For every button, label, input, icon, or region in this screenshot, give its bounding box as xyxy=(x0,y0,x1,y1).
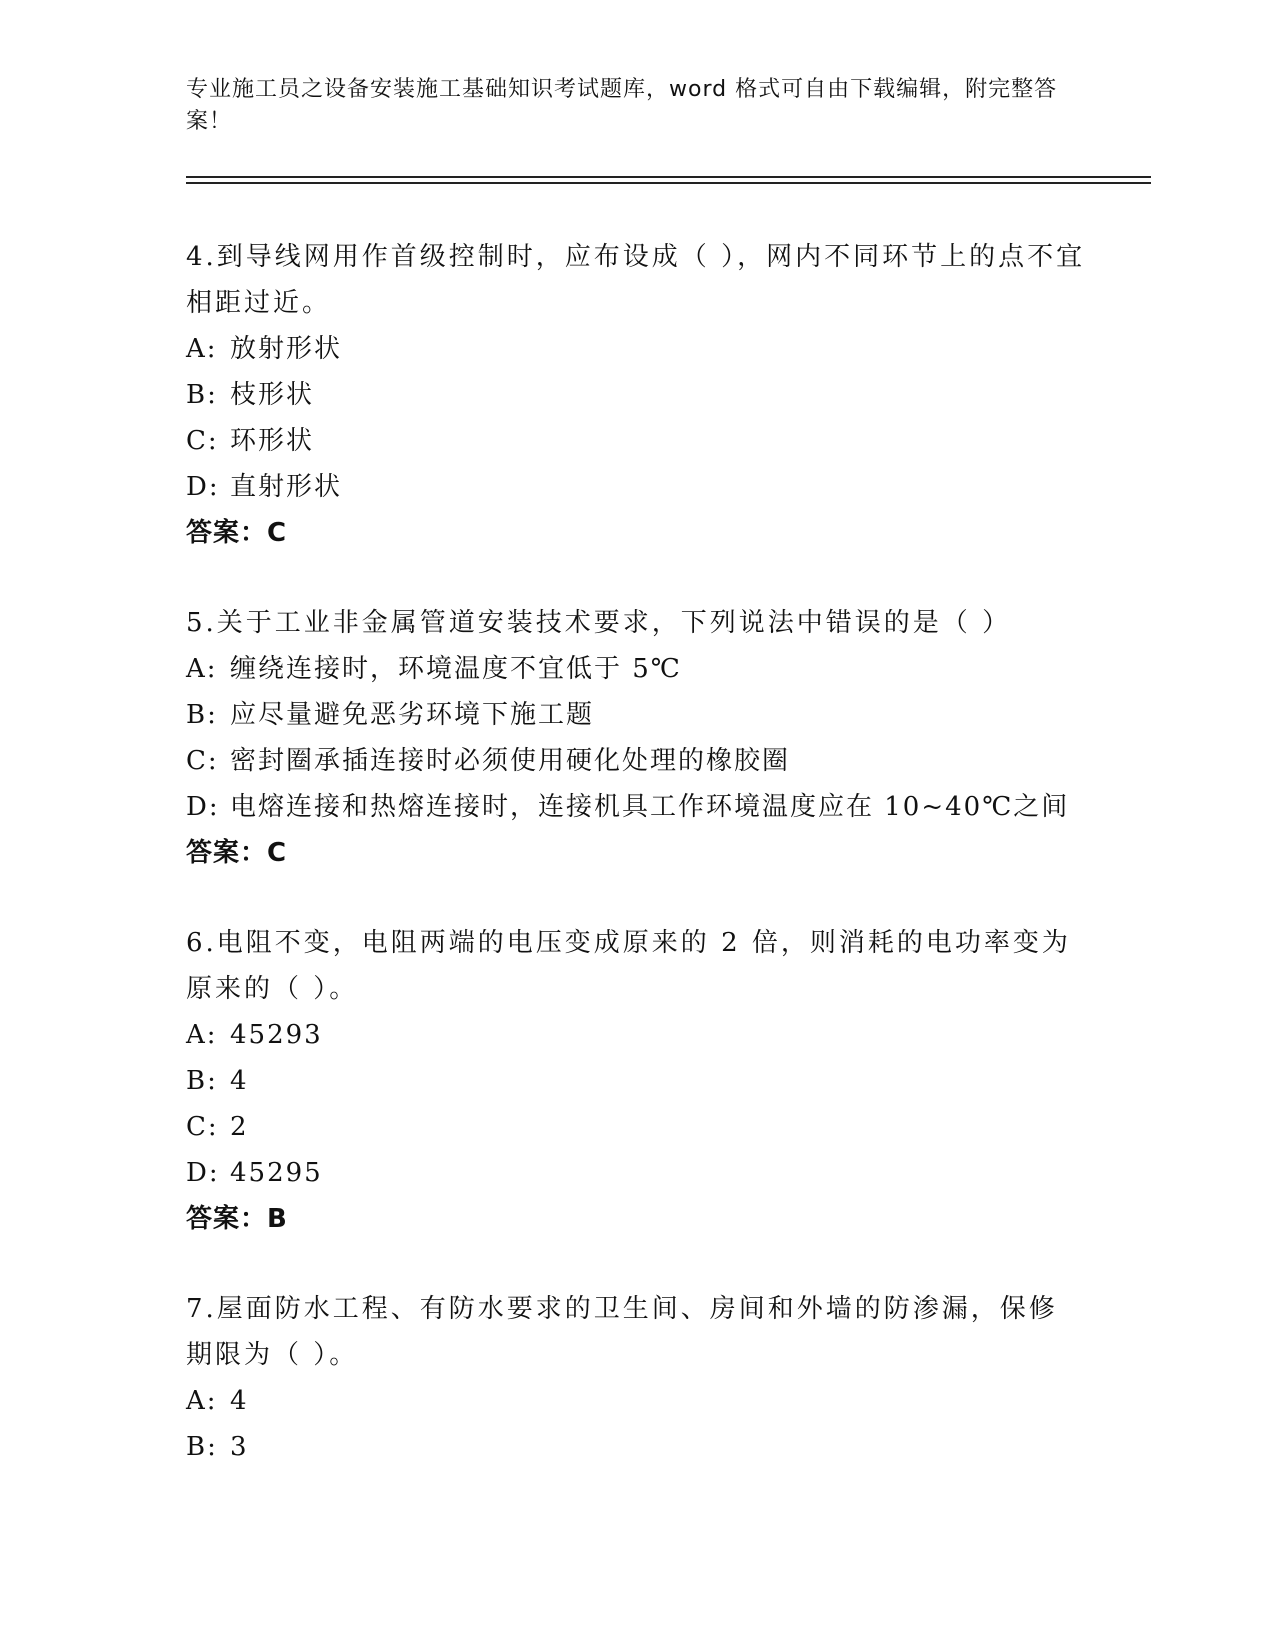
option-b xyxy=(186,372,1086,418)
option-text: 2 xyxy=(230,1112,249,1142)
option-letter: C: xyxy=(186,746,219,776)
option-text: 应尽量避免恶劣环境下施工题 xyxy=(230,700,595,730)
option-text: 4 xyxy=(230,1386,249,1416)
question-6 xyxy=(186,920,1086,1242)
question-7 xyxy=(186,1286,1086,1470)
question-spacer xyxy=(186,556,1086,600)
option-text: 枝形状 xyxy=(230,380,315,410)
answer-line: 答案：B xyxy=(186,1204,288,1234)
option-a xyxy=(186,1012,1086,1058)
option-text: 放射形状 xyxy=(230,334,343,364)
option-text: 电熔连接和热熔连接时，连接机具工作环境温度应在 10~40℃之间 xyxy=(230,792,1070,822)
answer-line: 答案：C xyxy=(186,518,288,548)
option-c xyxy=(186,1104,1086,1150)
option-a xyxy=(186,646,1086,692)
option-letter: D: xyxy=(186,1158,220,1188)
option-text: 3 xyxy=(230,1432,249,1462)
option-d xyxy=(186,464,1086,510)
question-text: 4.到导线网用作首级控制时，应布设成（ ），网内不同环节上的点不宜相距过近。 xyxy=(186,242,1086,318)
option-text: 直射形状 xyxy=(230,472,343,502)
option-letter: B: xyxy=(186,380,218,410)
option-b xyxy=(186,692,1086,738)
option-c xyxy=(186,418,1086,464)
header-divider-bottom xyxy=(186,182,1151,184)
option-letter: A: xyxy=(186,1386,218,1416)
option-a xyxy=(186,1378,1086,1424)
option-b xyxy=(186,1058,1086,1104)
option-letter: B: xyxy=(186,1066,218,1096)
option-letter: C: xyxy=(186,1112,219,1142)
option-letter: D: xyxy=(186,792,220,822)
question-text: 7.屋面防水工程、有防水要求的卫生间、房间和外墙的防渗漏，保修期限为（ ）。 xyxy=(186,1294,1058,1370)
question-5 xyxy=(186,600,1086,876)
option-b xyxy=(186,1424,1086,1470)
option-text: 环形状 xyxy=(230,426,315,456)
option-text: 密封圈承插连接时必须使用硬化处理的橡胶圈 xyxy=(230,746,791,776)
option-letter: A: xyxy=(186,1020,218,1050)
header-divider-top xyxy=(186,176,1151,178)
question-spacer xyxy=(186,1242,1086,1286)
option-letter: A: xyxy=(186,334,218,364)
option-letter: C: xyxy=(186,426,219,456)
question-spacer xyxy=(186,876,1086,920)
question-text: 5.关于工业非金属管道安装技术要求，下列说法中错误的是（ ） xyxy=(186,608,1012,638)
option-text: 4 xyxy=(230,1066,249,1096)
option-c xyxy=(186,738,1086,784)
option-text: 缠绕连接时，环境温度不宜低于 5℃ xyxy=(230,654,682,684)
option-text: 45295 xyxy=(230,1158,323,1188)
option-letter: D: xyxy=(186,472,220,502)
option-a xyxy=(186,326,1086,372)
option-letter: A: xyxy=(186,654,218,684)
option-d xyxy=(186,1150,1086,1196)
answer-line: 答案：C xyxy=(186,838,288,868)
question-text: 6.电阻不变，电阻两端的电压变成原来的 2 倍，则消耗的电功率变为原来的（ ）。 xyxy=(186,928,1071,1004)
document-header: 专业施工员之设备安装施工基础知识考试题库，word 格式可自由下载编辑，附完整答案！ xyxy=(186,77,1058,134)
option-letter: B: xyxy=(186,700,218,730)
option-d xyxy=(186,784,1086,830)
option-text: 45293 xyxy=(230,1020,323,1050)
question-4 xyxy=(186,234,1086,556)
question-list xyxy=(186,234,1086,1470)
option-letter: B: xyxy=(186,1432,218,1462)
